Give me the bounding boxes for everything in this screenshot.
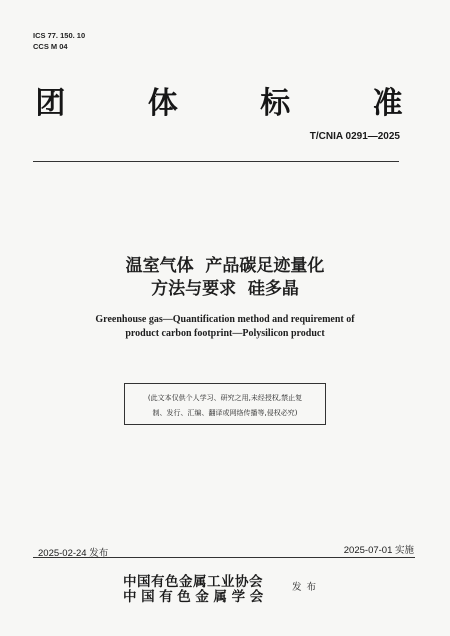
chinese-title-line-2: 方法与要求 硅多晶: [151, 279, 299, 299]
notice-line-2: 制、发行、汇编、翻译或网络传播等,侵权必究): [152, 409, 298, 417]
bottom-divider: [33, 557, 415, 558]
chinese-title-line-1: 温室气体 产品碳足迹量化: [125, 256, 325, 276]
implementation-date: 2025-07-01 实施: [343, 545, 414, 556]
ccs-code: CCS M 04: [33, 42, 68, 51]
ics-code: ICS 77. 150. 10: [33, 31, 86, 40]
issuer-org-2: 中国有色金属学会: [123, 589, 268, 605]
english-title-line-2: product carbon footprint—Polysilicon product: [125, 328, 325, 339]
publish-label: 发布: [292, 582, 322, 593]
standard-type-heading: 团 体 标 准: [35, 86, 439, 121]
copyright-notice-box: [124, 383, 326, 425]
notice-line-1: (此文本仅供个人学习、研究之用,未经授权,禁止复: [147, 394, 303, 402]
standard-number: T/CNIA 0291—2025: [309, 131, 400, 142]
issue-date: 2025-02-24 发布: [38, 548, 109, 559]
english-title-line-1: Greenhouse gas—Quantification method and requirement of: [95, 314, 355, 325]
top-divider: [33, 161, 399, 162]
issuer-org-1: 中国有色金属工业协会: [123, 574, 263, 590]
